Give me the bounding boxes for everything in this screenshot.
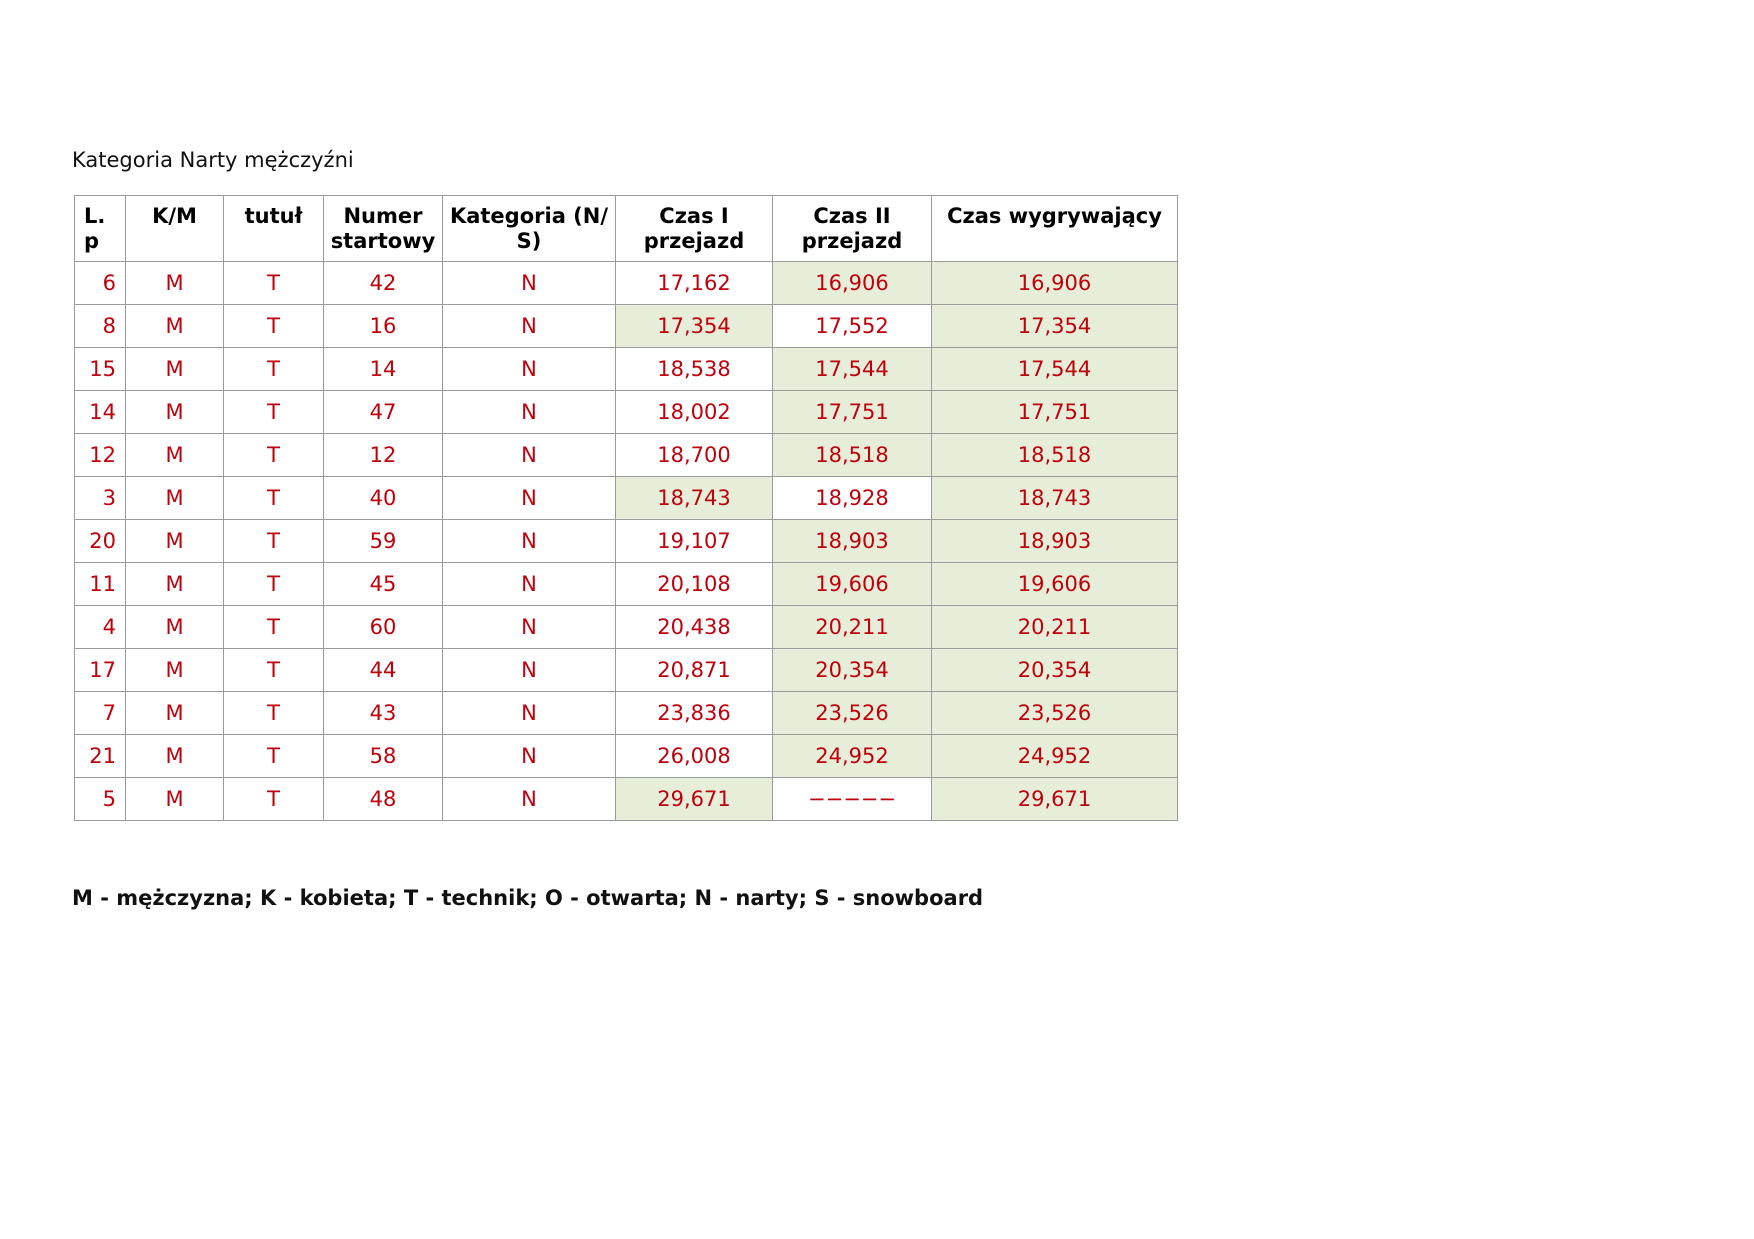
cell-czas-1: 20,871: [616, 649, 773, 692]
cell-numer-startowy: 42: [324, 262, 443, 305]
cell-czas-wygrywajacy: 17,544: [932, 348, 1178, 391]
cell-tutul: T: [224, 520, 324, 563]
cell-tutul: T: [224, 735, 324, 778]
cell-tutul: T: [224, 477, 324, 520]
cell-km: M: [126, 262, 224, 305]
cell-lp: 4: [75, 606, 126, 649]
cell-kategoria: N: [443, 735, 616, 778]
cell-lp: 21: [75, 735, 126, 778]
cell-lp: 11: [75, 563, 126, 606]
table-row: [75, 735, 1178, 778]
cell-numer-startowy: 14: [324, 348, 443, 391]
cell-czas-1: 29,671: [616, 778, 773, 821]
cell-czas-1: 26,008: [616, 735, 773, 778]
cell-czas-wygrywajacy: 20,354: [932, 649, 1178, 692]
cell-lp: 14: [75, 391, 126, 434]
cell-km: M: [126, 649, 224, 692]
cell-km: M: [126, 692, 224, 735]
cell-kategoria: N: [443, 434, 616, 477]
header-km: K/M: [126, 196, 224, 262]
cell-tutul: T: [224, 391, 324, 434]
cell-tutul: T: [224, 692, 324, 735]
cell-czas-1: 23,836: [616, 692, 773, 735]
cell-kategoria: N: [443, 391, 616, 434]
cell-czas-wygrywajacy: 19,606: [932, 563, 1178, 606]
cell-km: M: [126, 520, 224, 563]
legend: M - mężczyzna; K - kobieta; T - technik; O - otwarta; N - narty; S - snowboard: [72, 886, 984, 910]
cell-czas-2: 16,906: [773, 262, 932, 305]
table-row: [75, 563, 1178, 606]
header-tutul: tutuł: [224, 196, 324, 262]
cell-czas-2: 18,903: [773, 520, 932, 563]
cell-czas-1: 18,700: [616, 434, 773, 477]
header-kategoria: Kategoria (N/ S): [443, 196, 616, 262]
cell-czas-1: 18,538: [616, 348, 773, 391]
cell-czas-2: −−−−−: [773, 778, 932, 821]
cell-km: M: [126, 305, 224, 348]
table-row: [75, 520, 1178, 563]
cell-lp: 3: [75, 477, 126, 520]
cell-tutul: T: [224, 348, 324, 391]
cell-czas-1: 19,107: [616, 520, 773, 563]
cell-czas-2: 17,751: [773, 391, 932, 434]
cell-czas-1: 17,354: [616, 305, 773, 348]
cell-tutul: T: [224, 649, 324, 692]
cell-kategoria: N: [443, 477, 616, 520]
cell-numer-startowy: 59: [324, 520, 443, 563]
cell-lp: 7: [75, 692, 126, 735]
cell-km: M: [126, 348, 224, 391]
cell-czas-wygrywajacy: 17,751: [932, 391, 1178, 434]
cell-kategoria: N: [443, 305, 616, 348]
cell-czas-wygrywajacy: 16,906: [932, 262, 1178, 305]
cell-kategoria: N: [443, 348, 616, 391]
results-table: [74, 195, 1178, 821]
page-title: Kategoria Narty mężczyźni: [72, 148, 354, 172]
table-row: [75, 778, 1178, 821]
cell-czas-1: 20,438: [616, 606, 773, 649]
cell-czas-2: 18,518: [773, 434, 932, 477]
cell-kategoria: N: [443, 649, 616, 692]
header-numer-startowy: Numer startowy: [324, 196, 443, 262]
cell-czas-2: 24,952: [773, 735, 932, 778]
cell-czas-2: 18,928: [773, 477, 932, 520]
table-row: [75, 305, 1178, 348]
cell-czas-1: 18,002: [616, 391, 773, 434]
table-row: [75, 391, 1178, 434]
cell-numer-startowy: 60: [324, 606, 443, 649]
cell-lp: 8: [75, 305, 126, 348]
table-row: [75, 649, 1178, 692]
cell-czas-2: 17,552: [773, 305, 932, 348]
cell-kategoria: N: [443, 692, 616, 735]
cell-czas-wygrywajacy: 29,671: [932, 778, 1178, 821]
cell-km: M: [126, 778, 224, 821]
cell-kategoria: N: [443, 606, 616, 649]
cell-czas-wygrywajacy: 17,354: [932, 305, 1178, 348]
cell-km: M: [126, 434, 224, 477]
cell-numer-startowy: 40: [324, 477, 443, 520]
cell-czas-2: 20,211: [773, 606, 932, 649]
cell-km: M: [126, 391, 224, 434]
cell-numer-startowy: 58: [324, 735, 443, 778]
cell-kategoria: N: [443, 778, 616, 821]
cell-czas-wygrywajacy: 23,526: [932, 692, 1178, 735]
cell-czas-wygrywajacy: 18,518: [932, 434, 1178, 477]
table-row: [75, 692, 1178, 735]
cell-numer-startowy: 45: [324, 563, 443, 606]
cell-czas-1: 17,162: [616, 262, 773, 305]
header-lp: L. p: [75, 196, 126, 262]
cell-tutul: T: [224, 434, 324, 477]
cell-lp: 20: [75, 520, 126, 563]
cell-tutul: T: [224, 262, 324, 305]
cell-numer-startowy: 16: [324, 305, 443, 348]
cell-czas-wygrywajacy: 18,743: [932, 477, 1178, 520]
cell-lp: 12: [75, 434, 126, 477]
cell-kategoria: N: [443, 563, 616, 606]
cell-czas-1: 18,743: [616, 477, 773, 520]
cell-tutul: T: [224, 305, 324, 348]
cell-czas-2: 23,526: [773, 692, 932, 735]
cell-numer-startowy: 43: [324, 692, 443, 735]
cell-tutul: T: [224, 563, 324, 606]
table-row: [75, 262, 1178, 305]
cell-km: M: [126, 606, 224, 649]
header-row: [75, 196, 1178, 262]
cell-lp: 15: [75, 348, 126, 391]
cell-lp: 6: [75, 262, 126, 305]
cell-numer-startowy: 12: [324, 434, 443, 477]
cell-tutul: T: [224, 778, 324, 821]
table-row: [75, 434, 1178, 477]
cell-czas-2: 17,544: [773, 348, 932, 391]
cell-km: M: [126, 735, 224, 778]
table-row: [75, 348, 1178, 391]
header-czas-2: Czas II przejazd: [773, 196, 932, 262]
cell-kategoria: N: [443, 520, 616, 563]
table-row: [75, 606, 1178, 649]
cell-czas-1: 20,108: [616, 563, 773, 606]
header-czas-wygrywajacy: Czas wygrywający: [932, 196, 1178, 262]
cell-czas-wygrywajacy: 20,211: [932, 606, 1178, 649]
cell-kategoria: N: [443, 262, 616, 305]
cell-czas-wygrywajacy: 24,952: [932, 735, 1178, 778]
cell-km: M: [126, 563, 224, 606]
cell-km: M: [126, 477, 224, 520]
header-czas-1: Czas I przejazd: [616, 196, 773, 262]
cell-czas-wygrywajacy: 18,903: [932, 520, 1178, 563]
table-row: [75, 477, 1178, 520]
cell-numer-startowy: 44: [324, 649, 443, 692]
cell-numer-startowy: 47: [324, 391, 443, 434]
cell-lp: 5: [75, 778, 126, 821]
cell-czas-2: 19,606: [773, 563, 932, 606]
cell-tutul: T: [224, 606, 324, 649]
cell-numer-startowy: 48: [324, 778, 443, 821]
cell-czas-2: 20,354: [773, 649, 932, 692]
results-body: [75, 262, 1178, 821]
cell-lp: 17: [75, 649, 126, 692]
